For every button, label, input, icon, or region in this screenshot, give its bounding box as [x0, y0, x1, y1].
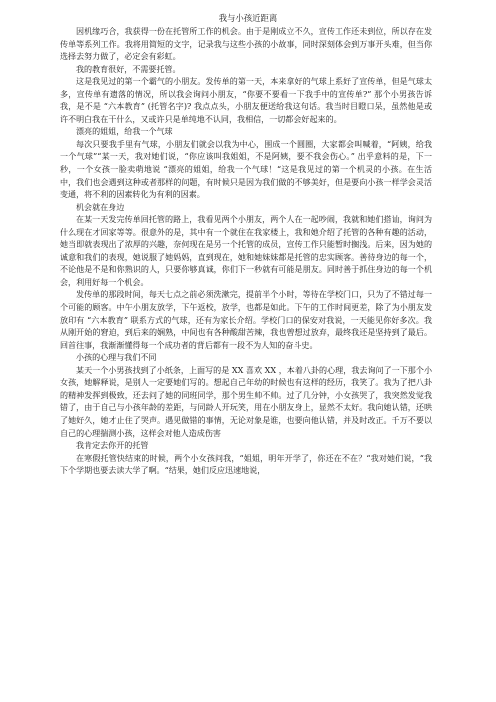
document-title: 我与小孩近距离: [218, 13, 278, 23]
paragraph: 在某一天发完传单回托管的路上，我看见两个小朋友，两个人在一起吵闹，我就和她们搭讪，询问为什么现在才回家等等。很意外的是，其中有一个就住在我家楼上，我和她介绍了托管的各种有趣的活动，她当即就表现出了浓厚的兴趣，奈何现在是另一个托管的成员，宣传工作只能暂时搁浅。后来，因为她的诚意和我们的表现，她说服了她妈妈，直到现在，她和她妹妹都是托管的忠实顾客。善待身边的每一个，不论他是不是和你熟识的人，只要你够真诚，你们下一秒就有可能是朋友。同时善于抓住身边的每一个机会，利用好每一个机会。: [60, 215, 432, 287]
section-heading: 机会就在身边: [76, 202, 125, 212]
paragraph: 每次只要我手里有气球，小朋友们就会以我为中心，围成一个圆圈，大家都会叫喊着，“阿姨，给我一个气球”“某一天，我对她们说，“你应该叫我姐姐，不是阿姨，要不我会伤心。” 出乎意料的是，下一秒，一个女孩一脸卖萌地说 “漂亮的姐姐，给我一个气球！“这是我见过的第一个机灵的小孩。在生活中，我们也会遇到这种或者那样的问题，有时候只是因为我们做的不够美好，但是要向小孩一样学会灵活变通，将不利的因素转化为有利的因素。: [60, 139, 432, 200]
paragraph: 在寒假托管快结束的时候，两个小女孩问我，“姐姐，明年开学了，你还在不在？“我对她们说，“我下个学期也要去读大学了啊。“结果，她们反应迅速地说，: [60, 453, 432, 476]
section-heading: 我的教育很好，不需要托管。: [76, 64, 181, 74]
paragraph: 发传单的那段时间，每天七点之前必须洗漱完，提前半个小时，等待在学校门口，只为了不错过每一个可能的顾客。中午小朋友放学，下午返校，放学，也都是如此。下午的工作时间更差，除了为小朋友发放印有 “六本教育” 联系方式的气球，还有为家长介绍。学校门口的保安对我说，一天能见你好多次。我从刚开始的窘迫，到后来的娴熟，中间也有各种酸甜苦辣，我也曾想过放弃，最终我还是坚持到了最后。回首往事，我渐渐懂得每一个成功者的背后都有一段不为人知的奋斗史。: [60, 290, 432, 350]
paragraph: 这是我见过的第一个霸气的小朋友。发传单的第一天，本来拿好的气球上系好了宣传单，但是气球太多，宣传单有遗落的情况，所以我会询问小朋友，“你要不要看一下我手中的宣传单?” 那个小男孩告诉我，是不是 “六本教育” (托管名字)? 我点点头，小朋友便送给我这句话。我当时目瞪口呆，虽然他是或许不明白我在干什么，又或许只是单纯地不认同，我相信，一切都会好起来的。: [60, 77, 432, 124]
section-heading: 我肯定去你开的托管: [76, 441, 149, 451]
paragraph: 某天一个小男孩找到了小纸条，上面写的是 XX 喜欢 XX ，本着八卦的心理，我去询问了一下那个小女孩，她解释说，是别人一定要她们写的。想起自己年幼的时候也有这样的经历，我笑了。我为了把八卦的精神发挥到极致，还去问了她的同班同学，那个男生帅不帅。过了几分钟，小女孩哭了，我突然发觉我错了，由于自己与小孩年龄的差距，与同龄人开玩笑，用在小朋友身上，显然不太好。我向她认错，还哄了她好久，她才止住了哭声。遇见做错的事情，无论对象是谁，也要向他认错，并及时改正。千万不要以自己的心理揣测小孩，这样会对他人造成伤害: [60, 365, 432, 438]
document-body: [60, 26, 432, 478]
section-heading: 小孩的心理与我们不同: [76, 353, 157, 363]
section-heading: 漂亮的姐姐，给我一个气球: [76, 127, 173, 137]
paragraph-intro: 因机缘巧合，我获得一份在托管所工作的机会。由于是刚成立不久，宣传工作还未到位，所以存在发传单等系列工作。我将用简短的文字，记录我与这些小孩的小故事，同时深刻体会到万事开头难，但当你选择去努力做了，必定会有彩虹。: [60, 27, 432, 62]
